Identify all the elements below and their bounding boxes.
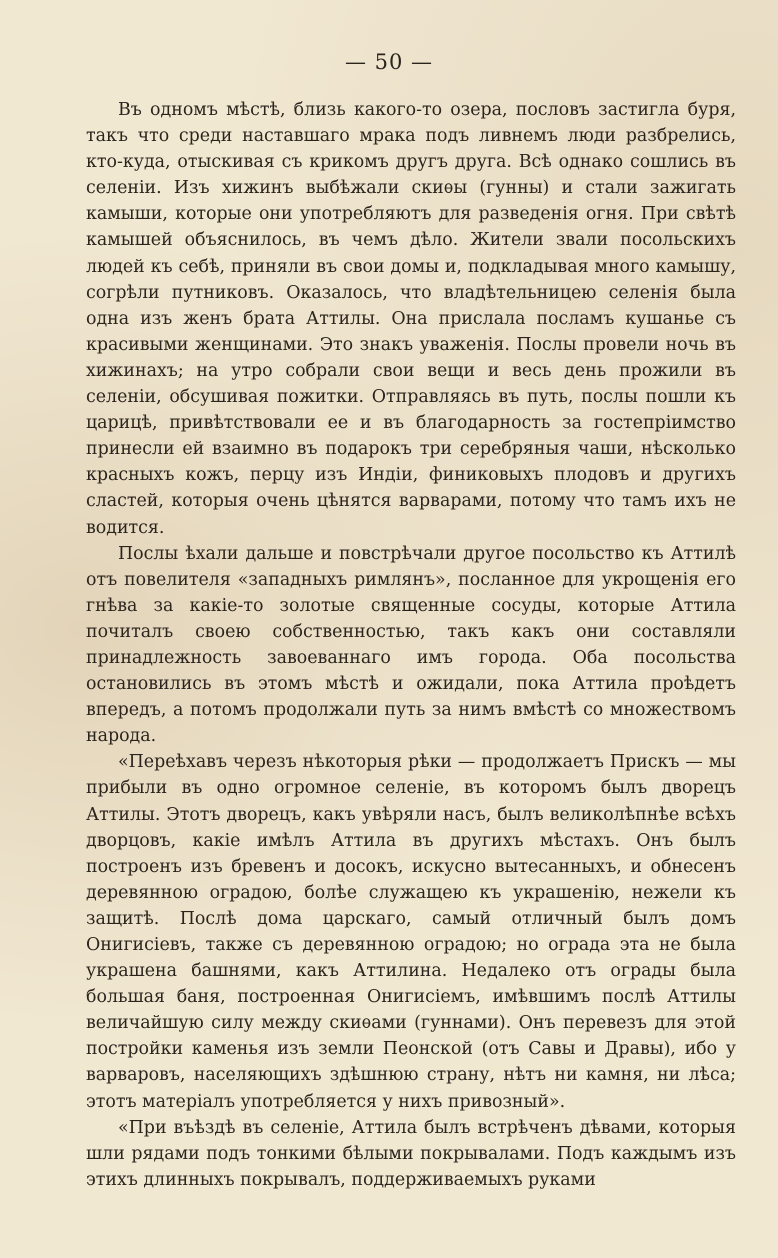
- paragraph-1: Въ одномъ мѣстѣ, близь какого-то озера, пословъ застигла буря, такъ что среди наставшаго мрака подъ ливнемъ люди разбрелись, кто-куда, отыскивая съ крикомъ другъ друга. Всѣ однако сошлись въ селеніи. Изъ хижинъ выбѣжали скиѳы (гунны) и стали зажигать камыши, которые они употребляютъ для разведенія огня. При свѣтѣ камышей объяснилось, въ чемъ дѣло. Жители звали посольскихъ людей къ себѣ, приняли въ свои домы и, подкладывая много камышу, согрѣли путниковъ. Оказалось, что владѣтельницею селенія была одна изъ женъ брата Аттилы. Она прислала посламъ кушанье съ красивыми женщинами. Это знакъ уваженія. Послы провели ночь въ хижинахъ; на утро собрали свои вещи и весь день прожили въ селеніи, обсушивая пожитки. Отправляясь въ путь, послы пошли къ царицѣ, привѣтствовали ее и въ благодарность за гостепріимство принесли ей взаимно въ подарокъ три серебряныя чаши, нѣсколько красныхъ кожъ, перцу изъ Индіи, финиковыхъ плодовъ и другихъ сластей, которыя очень цѣнятся варварами, потому что тамъ ихъ не водится.: [86, 100, 736, 538]
- paragraph-3: «Переѣхавъ черезъ нѣкоторыя рѣки — продолжаетъ Прискъ — мы прибыли въ одно огромное селеніе, въ которомъ былъ дворецъ Аттилы. Этотъ дворецъ, какъ увѣряли насъ, былъ великолѣпнѣе всѣхъ дворцовъ, какіе имѣлъ Аттила въ другихъ мѣстахъ. Онъ былъ построенъ изъ бревенъ и досокъ, искусно вытесанныхъ, и обнесенъ деревянною оградою, болѣе служащею къ украшенію, нежели къ защитѣ. Послѣ дома царскаго, самый отличный былъ домъ Онигисіевъ, также съ деревянною оградою; но ограда эта не была украшена башнями, какъ Аттилина. Недалеко отъ ограды была большая баня, построенная Онигисіемъ, имѣвшимъ послѣ Аттилы величайшую силу между скиѳами (гуннами). Онъ перевезъ для этой постройки каменья изъ земли Пеонской (отъ Савы и Дравы), ибо у варваровъ, населяющихъ здѣшнюю страну, нѣтъ ни камня, ни лѣса; этотъ матеріалъ употребляется у нихъ привозный».: [86, 752, 736, 1112]
- page-number: — 50 —: [344, 50, 434, 74]
- page-body-text: [86, 97, 736, 1193]
- paragraph-4: «При въѣздѣ въ селеніе, Аттила былъ встрѣченъ дѣвами, которыя шли рядами подъ тонкими бѣлыми покрывалами. Подъ каждымъ изъ этихъ длинныхъ покрывалъ, поддерживаемыхъ руками: [86, 1117, 736, 1190]
- paragraph-2: Послы ѣхали дальше и повстрѣчали другое посольство къ Аттилѣ отъ повелителя «западныхъ римлянъ», посланное для укрощенія его гнѣва за какіе-то золотые священные сосуды, которые Аттила почиталъ своею собственностью, такъ какъ они составляли принадлежность завоеваннаго имъ города. Оба посольства остановились въ этомъ мѣстѣ и ожидали, пока Аттила проѣдетъ впередъ, а потомъ продолжали путь за нимъ вмѣстѣ со множествомъ народа.: [86, 543, 736, 747]
